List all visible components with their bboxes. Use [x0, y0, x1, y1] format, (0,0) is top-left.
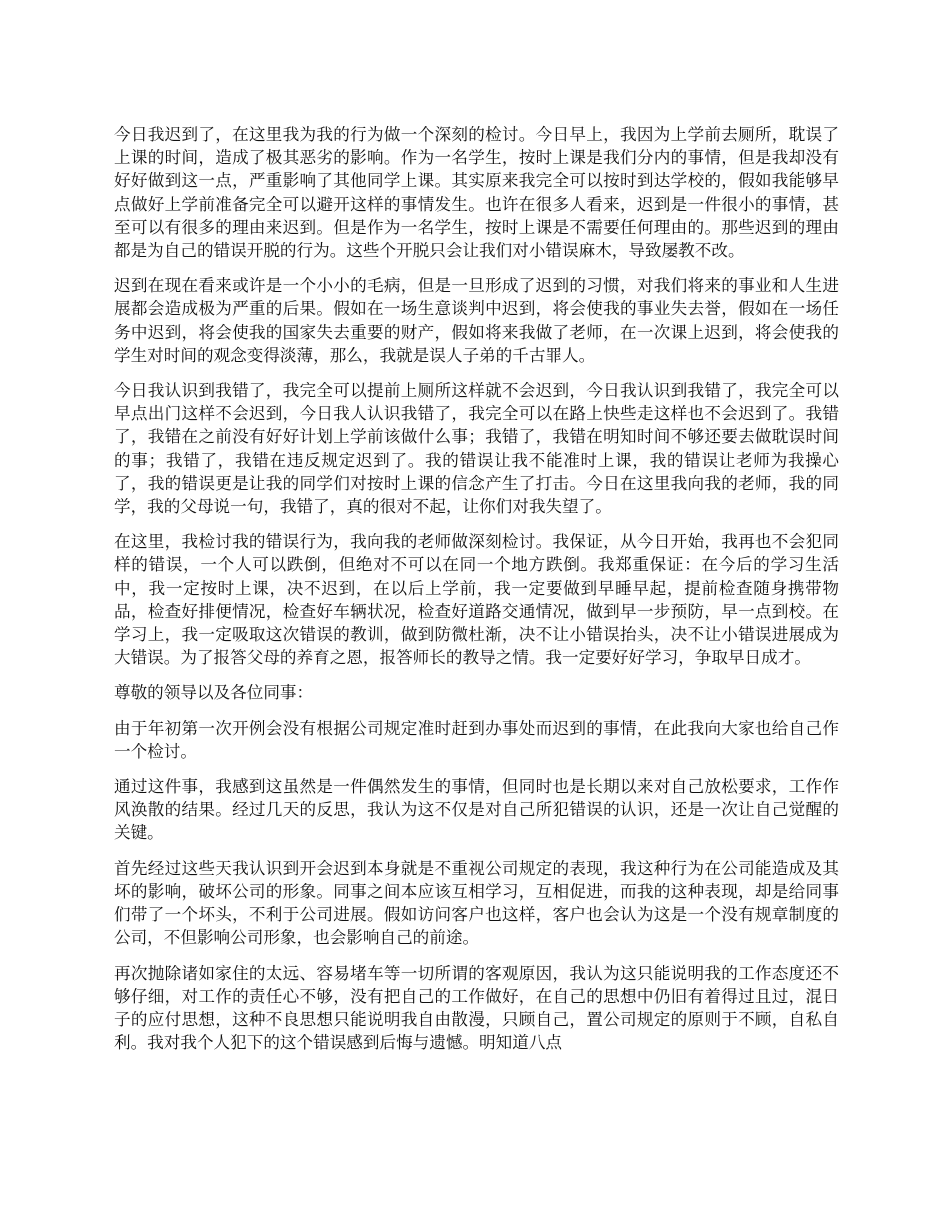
paragraph-3: 今日我认识到我错了，我完全可以提前上厕所这样就不会迟到，今日我认识到我错了，我完全可以早点出门这样不会迟到，今日我人认识我错了，我完全可以在路上快些走这样也不会迟到了。我错了，我错在之前没有好好计划上学前该做什么事；我错了，我错在明知时间不够还要去做耽误时间的事；我错了，我错在违反规定迟到了。我的错误让我不能准时上课，我的错误让老师为我操心了，我的错误更是让我的同学们对按时上课的信念产生了打击。今日在这里我向我的老师，我的同学，我的父母说一句，我错了，真的很对不起，让你们对我失望了。 — [114, 381, 839, 517]
paragraph-2: 迟到在现在看来或许是一个小小的毛病，但是一旦形成了迟到的习惯，对我们将来的事业和人生进展都会造成极为严重的后果。假如在一场生意谈判中迟到，将会使我的事业失去誉，假如在一场任务中迟到，将会使我的国家失去重要的财产，假如将来我做了老师，在一次课上迟到，将会使我的学生对时间的观念变得淡薄，那么，我就是误人子弟的千古罪人。 — [114, 276, 839, 365]
paragraph-1: 今日我迟到了，在这里我为我的行为做一个深刻的检讨。今日早上，我因为上学前去厕所，耽误了上课的时间，造成了极其恶劣的影响。作为一名学生，按时上课是我们分内的事情，但是我却没有好好做到这一点，严重影响了其他同学上课。其实原来我完全可以按时到达学校的，假如我能够早点做好上学前准备完全可以避开这样的事情发生。也许在很多人看来，迟到是一件很小的事情，甚至可以有很多的理由来迟到。但是作为一名学生，按时上课是不需要任何理由的。那些迟到的理由都是为自己的错误开脱的行为。这些个开脱只会让我们对小错误麻木，导致屡教不改。 — [114, 125, 839, 261]
paragraph-4: 在这里，我检讨我的错误行为，我向我的老师做深刻检讨。我保证，从今日开始，我再也不会犯同样的错误，一个人可以跌倒，但绝对不可以在同一个地方跌倒。我郑重保证：在今后的学习生活中，我一定按时上课，决不迟到，在以后上学前，我一定要做到早睡早起，提前检查随身携带物品，检查好排便情况，检查好车辆状况，检查好道路交通情况，做到早一步预防，早一点到校。在学习上，我一定吸取这次错误的教训，做到防微杜渐，决不让小错误抬头，决不让小错误进展成为大错误。为了报答父母的养育之恩，报答师长的教导之情。我一定要好好学习，争取早日成才。 — [114, 532, 839, 668]
paragraph-7: 通过这件事，我感到这虽然是一件偶然发生的事情，但同时也是长期以来对自己放松要求，工作作风涣散的结果。经过几天的反思，我认为这不仅是对自己所犯错误的认识，还是一次让自己觉醒的关键。 — [114, 777, 839, 843]
paragraph-8: 首先经过这些天我认识到开会迟到本身就是不重视公司规定的表现，我这种行为在公司能造成及其坏的影响，破坏公司的形象。同事之间本应该互相学习，互相促进，而我的这种表现，却是给同事们带了一个坏头，不利于公司进展。假如访问客户也这样，客户也会认为这是一个没有规章制度的公司，不但影响公司形象，也会影响自己的前途。 — [114, 858, 839, 948]
salutation: 尊敬的领导以及各位同事： — [114, 683, 314, 703]
paragraph-9: 再次抛除诸如家住的太远、容易堵车等一切所谓的客观原因，我认为这只能说明我的工作态度还不够仔细，对工作的责任心不够，没有把自己的工作做好，在自己的思想中仍旧有着得过且过，混日子的应付思想，这种不良思想只能说明我自由散漫，只顾自己，置公司规定的原则于不顾，自私自利。我对我个人犯下的这个错误感到后悔与遗憾。明知道八点 — [114, 963, 839, 1053]
paragraph-6: 由于年初第一次开例会没有根据公司规定准时赶到办事处而迟到的事情，在此我向大家也给自己作一个检讨。 — [114, 718, 839, 761]
document-body — [114, 123, 839, 1066]
